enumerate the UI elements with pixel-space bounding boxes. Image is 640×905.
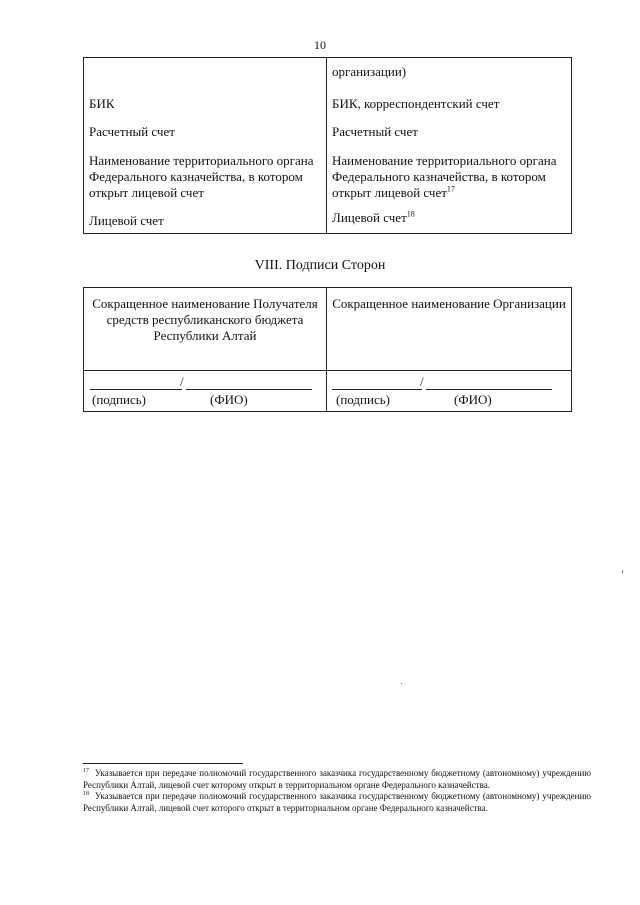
organization-name-header: Сокращенное наименование Организации <box>332 296 566 311</box>
footnote-17-text: Указывается при передаче полномочий государственного заказчика государственному бюджетному (автономному) учреждению Республики Алтай, лицевой счет которому открыт в территориальном органе Федерального казначейства. <box>83 768 591 790</box>
right-sign-caption: (подпись) <box>336 392 390 407</box>
signatures-table <box>83 287 572 412</box>
right-personal-account-label <box>332 210 568 226</box>
right-name-line <box>426 389 552 390</box>
column-divider <box>326 288 327 411</box>
right-account-label: Расчетный счет <box>332 124 418 139</box>
left-bik-label: БИК <box>89 96 115 111</box>
right-signature-line <box>332 389 422 390</box>
left-signature-line <box>90 389 182 390</box>
footnote-18-mark: 18 <box>83 791 89 797</box>
page-number: 10 <box>314 38 326 52</box>
footnote-17-mark: 17 <box>83 768 89 774</box>
footnote-18-text: Указывается при передаче полномочий государственного заказчика государственному бюджетному (автономному) учреждению Республики Алтай, лицевой счет которого открыт в территориальном органе Федерального казначейства. <box>83 791 591 813</box>
left-personal-account-label: Лицевой счет <box>89 213 164 228</box>
scan-speck <box>622 570 623 573</box>
left-name-line <box>186 389 312 390</box>
recipient-name-header: Сокращенное наименование Получателя средств республиканского бюджета Республики Алтай <box>92 296 318 343</box>
right-signature-slash: / <box>420 374 424 389</box>
row-divider <box>84 370 571 371</box>
scan-speck <box>401 683 402 684</box>
right-treasury-label <box>332 153 568 201</box>
left-name-caption: (ФИО) <box>210 392 248 407</box>
right-personal-account-text: Лицевой счет <box>332 210 407 225</box>
footnote-17 <box>83 768 591 791</box>
right-name-caption: (ФИО) <box>454 392 492 407</box>
footnotes <box>83 768 591 814</box>
footnote-ref-18: 18 <box>406 209 415 219</box>
right-bik-label: БИК, корреспондентский счет <box>332 96 500 111</box>
footnote-18 <box>83 791 591 814</box>
footnote-separator <box>83 763 243 764</box>
left-signature-slash: / <box>180 374 184 389</box>
section-title: VIII. Подписи Сторон <box>254 258 386 273</box>
left-account-label: Расчетный счет <box>89 124 175 139</box>
column-divider <box>326 58 327 233</box>
org-name-tail: организации) <box>332 64 407 79</box>
requisites-table <box>83 57 572 234</box>
right-treasury-text: Наименование территориального органа Федерального казначейства, в котором открыт лицевой счет <box>332 153 557 200</box>
left-treasury-label: Наименование территориального органа Федерального казначейства, в котором открыт лицевой счет <box>89 153 314 200</box>
left-sign-caption: (подпись) <box>92 392 146 407</box>
footnote-ref-17: 17 <box>446 184 455 194</box>
